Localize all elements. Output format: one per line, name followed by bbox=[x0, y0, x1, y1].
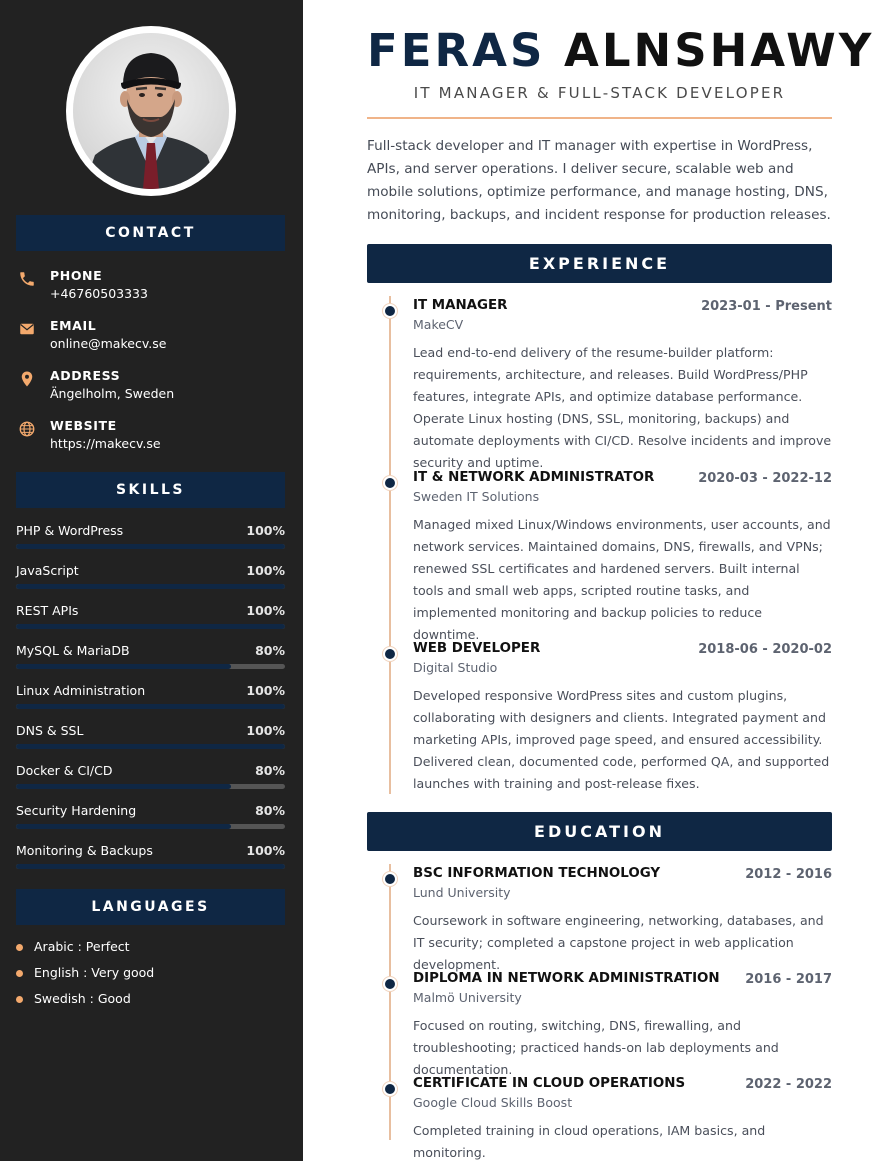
timeline-dot-icon bbox=[383, 647, 397, 661]
skill-name: Monitoring & Backups bbox=[16, 843, 153, 858]
skill-item bbox=[16, 763, 285, 793]
phone-icon bbox=[18, 270, 36, 288]
skill-item bbox=[16, 683, 285, 713]
entry-description: Lead end-to-end delivery of the resume-builder platform: requirements, architecture, and releases. Build WordPress/PHP features, integrate APIs, and optimize database performance. Operate Linux hosting (DNS, SSL, monitoring, backups) and automate deployments with CI/CD. Resolve incidents and improve security and uptime. bbox=[413, 345, 832, 470]
experience-timeline-line bbox=[389, 296, 391, 794]
education-heading: EDUCATION bbox=[367, 812, 832, 851]
skill-bar bbox=[16, 584, 285, 589]
contact-item-address bbox=[16, 370, 285, 410]
skill-item bbox=[16, 603, 285, 633]
timeline-dot-icon bbox=[383, 304, 397, 318]
sidebar bbox=[0, 0, 303, 1161]
profile-photo-frame bbox=[66, 26, 236, 196]
contact-label: WEBSITE bbox=[50, 418, 117, 433]
entry-description: Managed mixed Linux/Windows environments, user accounts, and network services. Maintained domains, DNS, firewalls, and VPNs; renewed SSL certificates and hardened servers. Built internal tools and small web apps, scripted routine tasks, and implemented monitoring and backup policies to reduce downtime. bbox=[413, 517, 831, 642]
skill-bar-fill bbox=[16, 784, 231, 789]
languages-heading: LANGUAGES bbox=[16, 889, 285, 925]
contact-heading: CONTACT bbox=[16, 215, 285, 251]
skill-bar bbox=[16, 544, 285, 549]
skill-bar bbox=[16, 624, 285, 629]
language-item bbox=[16, 939, 285, 959]
skill-bar bbox=[16, 744, 285, 749]
divider bbox=[367, 117, 832, 119]
skill-bar-fill bbox=[16, 824, 231, 829]
contact-item-phone bbox=[16, 270, 285, 310]
experience-entry bbox=[413, 298, 832, 470]
language-text: Arabic : Perfect bbox=[34, 939, 130, 954]
contact-label: ADDRESS bbox=[50, 368, 121, 383]
entry-organization: Malmö University bbox=[413, 990, 522, 1005]
skill-percent: 100% bbox=[246, 843, 285, 858]
entry-organization: Sweden IT Solutions bbox=[413, 489, 540, 504]
skill-bar-fill bbox=[16, 584, 285, 589]
skill-name: Linux Administration bbox=[16, 683, 146, 698]
timeline-dot-icon bbox=[383, 977, 397, 991]
location-pin-icon bbox=[18, 370, 36, 388]
entry-date: 2016 - 2017 bbox=[745, 972, 832, 987]
timeline-dot-icon bbox=[383, 872, 397, 886]
contact-label: PHONE bbox=[50, 268, 103, 283]
entry-organization: MakeCV bbox=[413, 317, 464, 332]
skill-item bbox=[16, 723, 285, 753]
language-text: English : Very good bbox=[34, 965, 155, 980]
language-text: Swedish : Good bbox=[34, 991, 131, 1006]
email-value[interactable]: online@makecv.se bbox=[50, 336, 167, 351]
skill-percent: 100% bbox=[246, 523, 285, 538]
skill-item bbox=[16, 843, 285, 873]
skill-percent: 80% bbox=[255, 763, 285, 778]
skill-bar-fill bbox=[16, 624, 285, 629]
skill-bar bbox=[16, 704, 285, 709]
skill-bar-fill bbox=[16, 864, 285, 869]
education-timeline-line bbox=[389, 864, 391, 1140]
entry-date: 2018-06 - 2020-02 bbox=[698, 642, 832, 657]
skill-bar bbox=[16, 664, 285, 669]
website-link[interactable]: https://makecv.se bbox=[50, 436, 161, 451]
experience-entry bbox=[413, 470, 832, 642]
entry-organization: Google Cloud Skills Boost bbox=[413, 1095, 573, 1110]
timeline-dot-icon bbox=[383, 1082, 397, 1096]
skill-name: PHP & WordPress bbox=[16, 523, 124, 538]
skill-item bbox=[16, 523, 285, 553]
mail-icon bbox=[18, 320, 36, 338]
address-value: Ängelholm, Sweden bbox=[50, 386, 175, 401]
entry-organization: Digital Studio bbox=[413, 660, 498, 675]
skill-item bbox=[16, 803, 285, 833]
skill-item bbox=[16, 563, 285, 593]
skills-heading: SKILLS bbox=[16, 472, 285, 508]
entry-description: Focused on routing, switching, DNS, firewalling, and troubleshooting; practiced hands-on lab deployments and documentation. bbox=[413, 1018, 779, 1077]
bullet-icon bbox=[16, 996, 23, 1003]
entry-title: BSC INFORMATION TECHNOLOGY bbox=[413, 866, 661, 881]
contact-item-email bbox=[16, 320, 285, 360]
contact-label: EMAIL bbox=[50, 318, 97, 333]
skill-item bbox=[16, 643, 285, 673]
language-item bbox=[16, 991, 285, 1011]
main-content bbox=[303, 0, 895, 1161]
experience-entry bbox=[413, 641, 832, 801]
first-name: FERAS bbox=[367, 24, 546, 77]
entry-title: CERTIFICATE IN CLOUD OPERATIONS bbox=[413, 1076, 686, 1091]
timeline-dot-icon bbox=[383, 476, 397, 490]
education-entry bbox=[413, 866, 832, 972]
entry-title: DIPLOMA IN NETWORK ADMINISTRATION bbox=[413, 971, 720, 986]
entry-date: 2022 - 2022 bbox=[745, 1077, 832, 1092]
skill-percent: 80% bbox=[255, 643, 285, 658]
skill-bar bbox=[16, 864, 285, 869]
entry-description: Coursework in software engineering, networking, databases, and IT security; completed a capstone project in web application development. bbox=[413, 913, 824, 972]
bullet-icon bbox=[16, 944, 23, 951]
skill-name: JavaScript bbox=[16, 563, 79, 578]
job-role: IT MANAGER & FULL-STACK DEVELOPER bbox=[413, 84, 786, 102]
profile-summary: Full-stack developer and IT manager with expertise in WordPress, APIs, and server operations. I deliver secure, scalable web and mobile solutions, optimize performance, and manage hosting, DNS, monitoring, backups, and incident response for production releases. bbox=[367, 138, 831, 223]
education-entry bbox=[413, 1076, 832, 1160]
entry-description: Completed training in cloud operations, IAM basics, and monitoring. bbox=[413, 1123, 766, 1160]
entry-date: 2023-01 - Present bbox=[701, 299, 832, 314]
profile-photo bbox=[73, 33, 229, 189]
skill-name: DNS & SSL bbox=[16, 723, 84, 738]
skill-bar-fill bbox=[16, 704, 285, 709]
skill-percent: 100% bbox=[246, 603, 285, 618]
entry-organization: Lund University bbox=[413, 885, 511, 900]
last-name: ALNSHAWY bbox=[564, 24, 875, 77]
entry-title: WEB DEVELOPER bbox=[413, 641, 541, 656]
skill-bar-fill bbox=[16, 744, 285, 749]
skill-percent: 80% bbox=[255, 803, 285, 818]
skill-bar-fill bbox=[16, 664, 231, 669]
skill-name: REST APIs bbox=[16, 603, 79, 618]
skill-bar bbox=[16, 784, 285, 789]
entry-date: 2012 - 2016 bbox=[745, 867, 832, 882]
skill-bar-fill bbox=[16, 544, 285, 549]
experience-heading: EXPERIENCE bbox=[367, 244, 832, 283]
skill-percent: 100% bbox=[246, 723, 285, 738]
entry-date: 2020-03 - 2022-12 bbox=[698, 471, 832, 486]
skill-percent: 100% bbox=[246, 563, 285, 578]
skill-name: Docker & CI/CD bbox=[16, 763, 113, 778]
language-item bbox=[16, 965, 285, 985]
entry-title: IT & NETWORK ADMINISTRATOR bbox=[413, 470, 655, 485]
education-entry bbox=[413, 971, 832, 1077]
skill-name: Security Hardening bbox=[16, 803, 137, 818]
skill-bar bbox=[16, 824, 285, 829]
skill-name: MySQL & MariaDB bbox=[16, 643, 130, 658]
full-name bbox=[367, 24, 875, 77]
contact-item-website bbox=[16, 420, 285, 460]
skill-percent: 100% bbox=[246, 683, 285, 698]
entry-description: Developed responsive WordPress sites and custom plugins, collaborating with designers and clients. Integrated payment and marketing APIs, improved page speed, and ensured accessibility. Delivered clean, documented code, performed QA, and supported launches with training and post-release fixes. bbox=[413, 688, 830, 791]
bullet-icon bbox=[16, 970, 23, 977]
globe-icon bbox=[18, 420, 36, 438]
entry-title: IT MANAGER bbox=[413, 298, 508, 313]
phone-value[interactable]: +46760503333 bbox=[50, 286, 148, 301]
